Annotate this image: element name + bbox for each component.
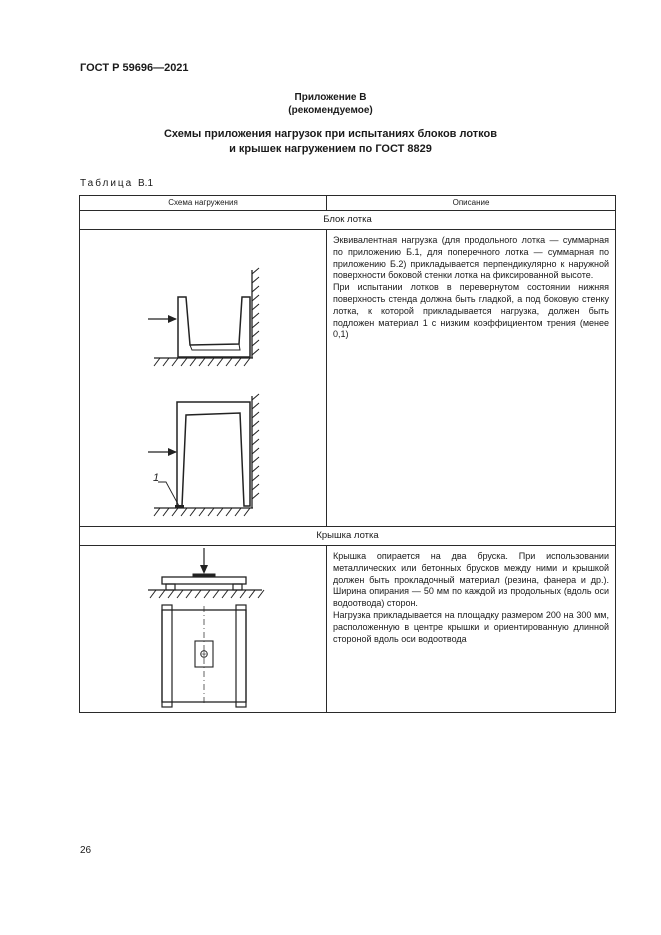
cover-description-p2: Нагрузка прикладывается на площадку размером 200 на 300 мм, расположенную в центре крышки и ориентированную длинной стороной вдоль оси водоотвода (333, 609, 609, 644)
content-row-block (80, 230, 616, 527)
table-caption-number: В.1 (138, 178, 154, 189)
load-arrow-head-1 (168, 315, 177, 323)
load-schemes-table (79, 195, 616, 713)
support-bar-plan-left (162, 605, 172, 707)
block-loading-diagram (80, 230, 327, 526)
block-description-p2: При испытании лотков в перевернутом состоянии нижняя поверхность стенда должна быть гладкой, а под боковую стенку лотка, к которой прикладывается нагрузка, должен быть подложен материал 1 с низким коэффициентом трения (менее 0,1) (333, 282, 609, 340)
callout-leader (158, 482, 179, 506)
section-row-cover (80, 527, 616, 546)
block-scheme-cell (80, 230, 327, 527)
low-friction-material (175, 505, 184, 508)
cover-loading-diagram (80, 546, 327, 712)
tray-outline-inverted (177, 402, 250, 506)
ground-hatching-2 (154, 508, 250, 516)
cover-description-p1: Крышка опирается на два бруска. При использовании металлических или бетонных брусков между ними и крышкой должен быть прокладочный материал (резина, фанера и др.). Ширина опирания — 50 мм по каждой из продольных (вдоль оси водоотвода) сторон. (333, 551, 609, 609)
callout-number: 1 (153, 472, 160, 484)
support-bar-right (233, 584, 242, 590)
load-arrow-head-2 (168, 448, 177, 456)
cover-scheme-cell (80, 546, 327, 713)
wall-hatching-2 (252, 394, 259, 499)
appendix-heading (0, 127, 661, 157)
support-bar-left (166, 584, 175, 590)
appendix-subtitle: (рекомендуемое) (288, 105, 373, 116)
appendix-title: Приложение В (294, 92, 367, 103)
appendix-heading-line2: и крышек нагружением по ГОСТ 8829 (229, 143, 432, 155)
wall-hatching (252, 268, 259, 355)
column-header-scheme: Схема нагружения (80, 196, 327, 211)
table-header-row (80, 196, 616, 211)
table-caption-word: Таблица (80, 178, 134, 189)
section-title-cover: Крышка лотка (80, 527, 616, 546)
cover-description-cell (327, 546, 616, 713)
block-description-cell (327, 230, 616, 527)
block-description-p1: Эквивалентная нагрузка (для продольного лотка — суммарная по приложению Б.1, для поперечного лотка — суммарная по приложению Б.2) прикладывается перпендикулярно к наружной поверхности боковой стенки лотка на фиксированной высоте. (333, 235, 609, 281)
appendix-label (0, 91, 661, 117)
content-row-cover (80, 546, 616, 713)
table-caption (80, 178, 153, 189)
column-header-description: Описание (327, 196, 616, 211)
load-arrow-head-cover (200, 565, 208, 574)
appendix-heading-line1: Схемы приложения нагрузок при испытаниях блоков лотков (163, 128, 497, 140)
page-number: 26 (80, 845, 92, 856)
support-bar-plan-right (236, 605, 246, 707)
section-title-block: Блок лотка (80, 211, 616, 230)
standard-number: ГОСТ Р 59696—2021 (80, 62, 189, 74)
cover-slab-side (162, 577, 246, 584)
ground-hatching-cover (150, 590, 264, 598)
section-row-block (80, 211, 616, 230)
ground-hatching (154, 358, 250, 366)
